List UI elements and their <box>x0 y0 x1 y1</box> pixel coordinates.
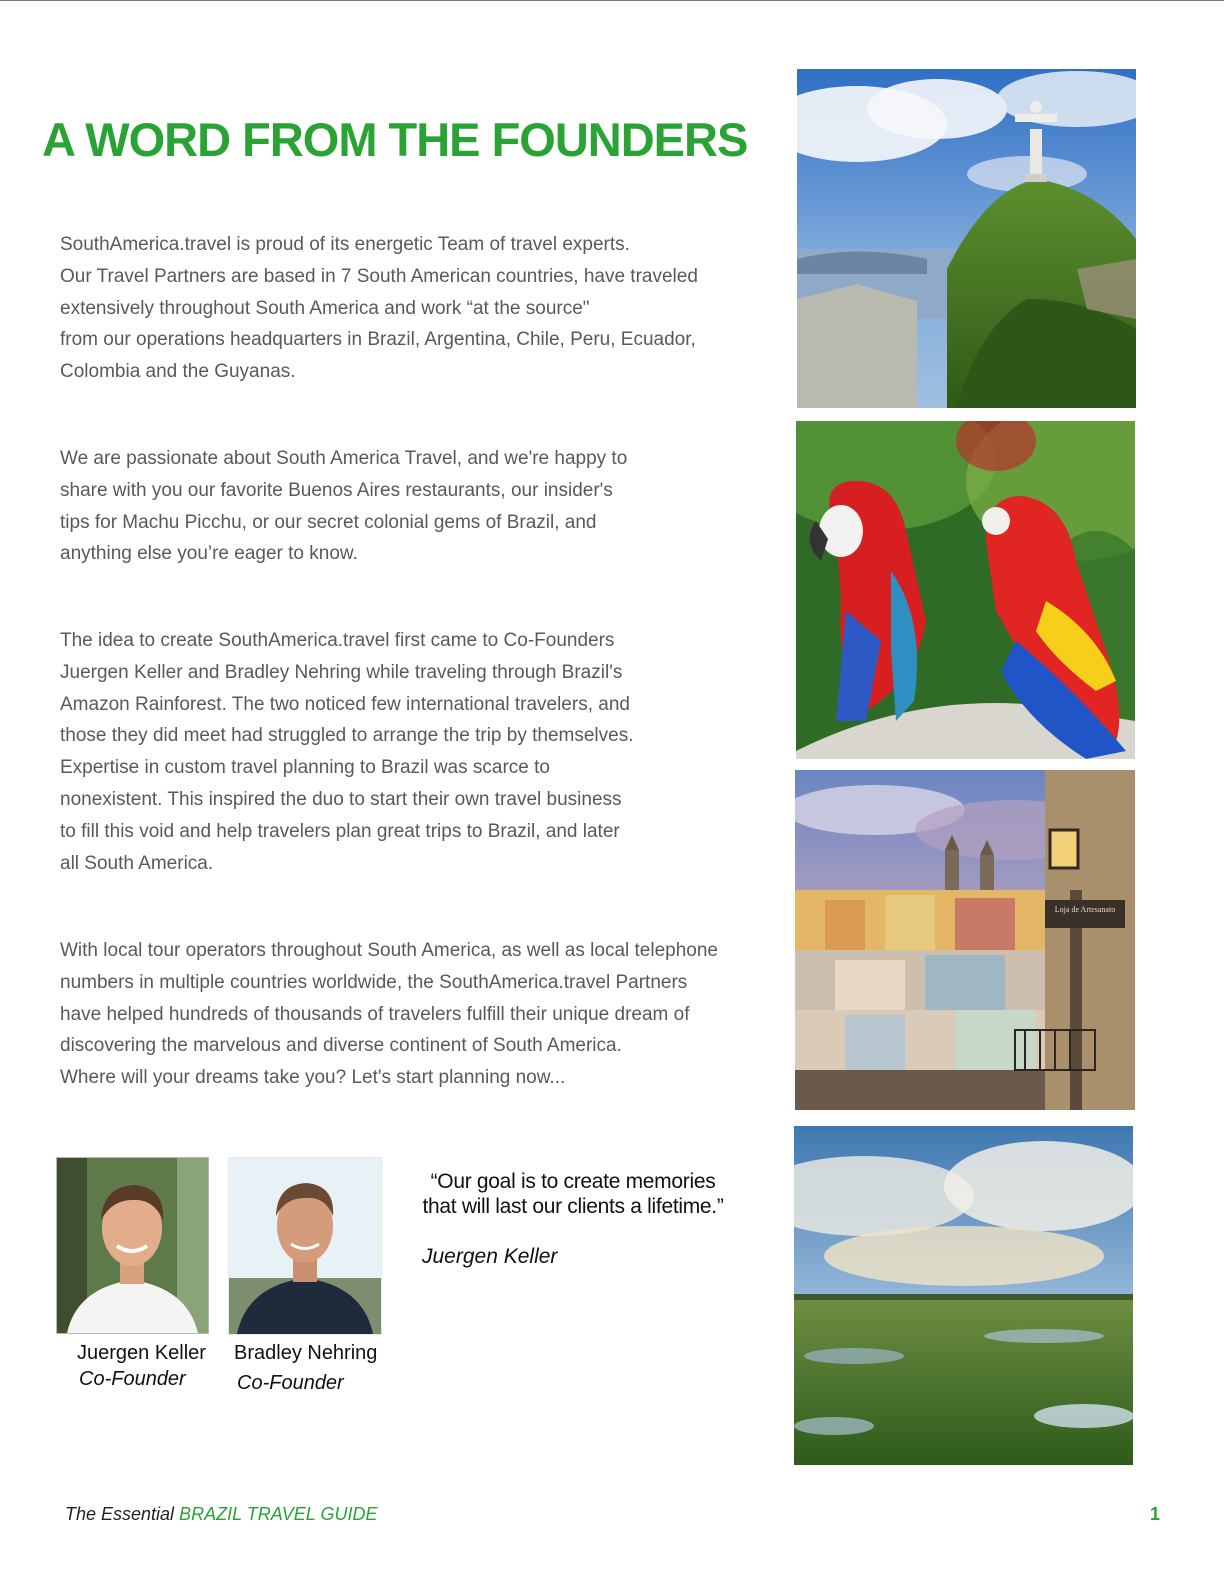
paragraph-line: Colombia and the Guyanas. <box>60 361 296 383</box>
page-title: A WORD FROM THE FOUNDERS <box>42 113 748 166</box>
photo-colonial-street <box>795 770 1135 1110</box>
page-number: 1 <box>1150 1504 1161 1524</box>
paragraph-line: Where will your dreams take you? Let's start planning now... <box>60 1067 566 1089</box>
footer-title <box>65 1504 377 1525</box>
quote-line: “Our goal is to create memories <box>430 1170 716 1193</box>
founder-role: Co-Founder <box>79 1368 186 1390</box>
paragraph-team <box>60 229 760 388</box>
founder-role: Co-Founder <box>237 1372 344 1394</box>
paragraph-line: have helped hundreds of thousands of travelers fulfill their unique dream of <box>60 1003 690 1025</box>
top-rule <box>0 0 1224 1</box>
paragraph-line: The idea to create SouthAmerica.travel first came to Co-Founders <box>60 630 615 651</box>
paragraph-line: extensively throughout South America and work “at the source" <box>60 297 590 319</box>
quote-author: Juergen Keller <box>422 1245 558 1268</box>
footer-guide-name: BRAZIL TRAVEL GUIDE <box>179 1504 378 1524</box>
portrait-bradley-nehring <box>228 1157 382 1335</box>
paragraph-origin-story <box>60 625 760 879</box>
paragraph-line: tips for Machu Picchu, or our secret colonial gems of Brazil, and <box>60 511 597 533</box>
paragraph-line: Amazon Rainforest. The two noticed few international travelers, and <box>60 693 630 715</box>
paragraph-line: anything else you’re eager to know. <box>60 543 358 565</box>
paragraph-line: Juergen Keller and Bradley Nehring while traveling through Brazil's <box>60 661 623 683</box>
sign-text: Loja de Artesanato <box>1054 905 1116 914</box>
paragraph-passion <box>60 443 760 570</box>
paragraph-line: discovering the marvelous and diverse continent of South America. <box>60 1035 622 1057</box>
founder-name: Juergen Keller <box>77 1342 206 1364</box>
paragraph-line: to fill this void and help travelers plan great trips to Brazil, and later <box>60 820 620 842</box>
portrait-juergen-keller <box>56 1157 209 1334</box>
paragraph-line: Expertise in custom travel planning to Brazil was scarce to <box>60 757 550 779</box>
paragraph-line: those they did meet had struggled to arrange the trip by themselves. <box>60 725 634 747</box>
founder-quote <box>413 1169 733 1219</box>
footer-prefix: The Essential <box>65 1504 175 1524</box>
paragraph-line: With local tour operators throughout South America, as well as local telephone <box>60 940 718 961</box>
quote-line: that will last our clients a lifetime.” <box>422 1195 724 1218</box>
photo-pantanal-wetlands <box>794 1126 1133 1465</box>
paragraph-line: share with you our favorite Buenos Aires restaurants, our insider's <box>60 479 613 501</box>
paragraph-operators <box>60 935 760 1094</box>
paragraph-line: We are passionate about South America Travel, and we're happy to <box>60 448 628 469</box>
paragraph-line: Our Travel Partners are based in 7 South American countries, have traveled <box>60 265 698 287</box>
paragraph-line: numbers in multiple countries worldwide, the SouthAmerica.travel Partners <box>60 971 688 993</box>
paragraph-line: all South America. <box>60 852 214 874</box>
paragraph-line: from our operations headquarters in Brazil, Argentina, Chile, Peru, Ecuador, <box>60 329 696 351</box>
photo-scarlet-macaws <box>796 421 1135 759</box>
photo-christ-the-redeemer <box>797 69 1136 408</box>
paragraph-line: SouthAmerica.travel is proud of its energetic Team of travel experts. <box>60 234 630 255</box>
founder-name: Bradley Nehring <box>234 1342 378 1364</box>
paragraph-line: nonexistent. This inspired the duo to start their own travel business <box>60 788 622 810</box>
